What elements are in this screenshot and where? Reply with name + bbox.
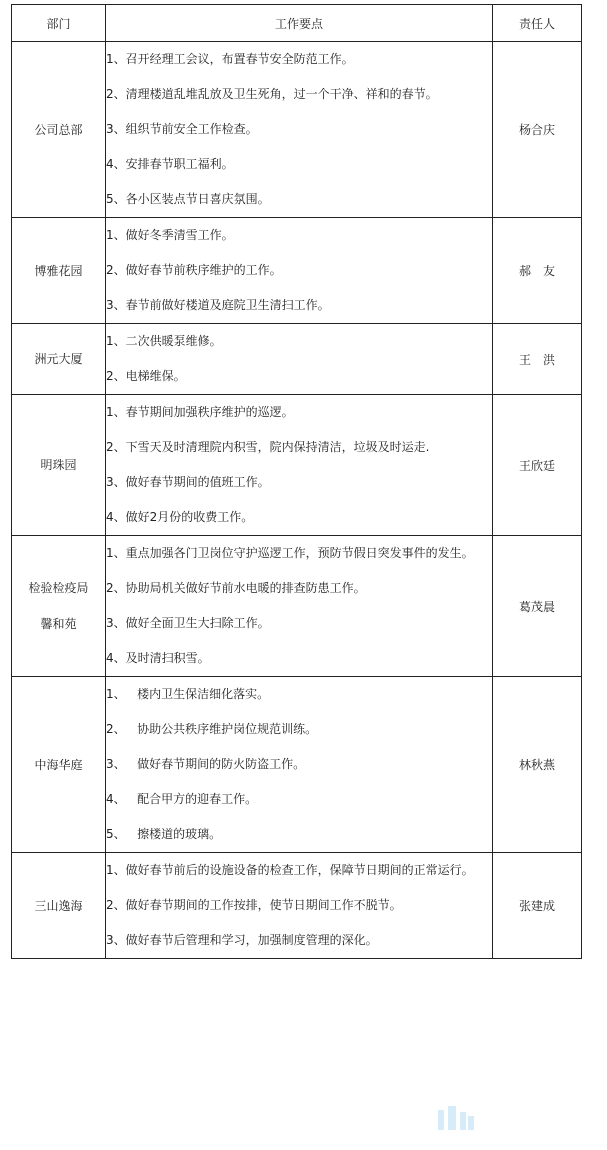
points-cell [106,218,493,324]
point-text: 做好春节期间的工作按排，使节日期间工作不脱节。 [125,898,402,912]
table-row [12,536,582,677]
points-cell [106,853,493,959]
work-point [106,923,492,958]
dept-cell [12,536,106,677]
work-point [106,288,492,323]
work-point [106,77,492,112]
person-cell: 杨合庆 [493,42,582,218]
point-number: 3、 [106,757,138,771]
point-number: 1、 [106,52,126,66]
work-point [106,42,492,77]
dept-name: 洲元大厦 [34,352,83,366]
work-point [106,817,492,852]
work-point [106,606,492,641]
points-cell [106,536,493,677]
points-cell [106,42,493,218]
point-text: 清理楼道乱堆乱放及卫生死角，过一个干净、祥和的春节。 [125,87,438,101]
header-points: 工作要点 [106,5,493,42]
point-number: 3、 [106,475,126,489]
point-number: 2、 [106,440,126,454]
point-number: 3、 [106,616,126,630]
work-point [106,500,492,535]
header-dept: 部门 [12,5,106,42]
dept-cell [12,218,106,324]
point-text: 配合甲方的迎春工作。 [137,792,258,806]
work-point [106,430,492,465]
point-number: 1、 [106,546,126,560]
point-number: 4、 [106,651,126,665]
work-point [106,571,492,606]
point-number: 5、 [106,827,138,841]
point-number: 3、 [106,933,126,947]
point-text: 做好春节期间的值班工作。 [125,475,270,489]
point-number: 4、 [106,157,126,171]
points-cell [106,324,493,395]
dept-name: 博雅花园 [34,263,83,278]
table-row [12,853,582,959]
work-point [106,112,492,147]
point-number: 1、 [106,405,126,419]
work-point [106,536,492,571]
person-cell: 葛茂晨 [493,536,582,677]
work-point [106,253,492,288]
work-point [106,641,492,676]
point-number: 1、 [106,863,126,877]
point-text: 春节前做好楼道及庭院卫生清扫工作。 [125,298,330,312]
point-text: 做好全面卫生大扫除工作。 [125,616,270,630]
header-person: 责任人 [493,5,582,42]
point-text: 召开经理工会议，布置春节安全防范工作。 [125,52,354,66]
person-cell: 王 洪 [493,324,582,395]
point-text: 擦楼道的玻璃。 [137,827,222,841]
point-number: 2、 [106,369,126,383]
work-point [106,218,492,253]
point-number: 3、 [106,122,126,136]
work-point [106,324,492,359]
work-point [106,677,492,712]
point-text: 楼内卫生保洁细化落实。 [137,687,270,701]
point-text: 组织节前安全工作检查。 [125,122,258,136]
person-cell: 郝 友 [493,218,582,324]
dept-cell [12,324,106,395]
points-cell [106,395,493,536]
point-number: 2、 [106,722,138,736]
dept-name: 三山逸海 [34,898,83,913]
point-text: 做好2月份的收费工作。 [125,510,254,524]
person-cell: 王欣廷 [493,395,582,536]
points-cell [106,677,493,853]
point-number: 3、 [106,298,126,312]
point-text: 做好春节前秩序维护的工作。 [125,263,282,277]
work-point [106,747,492,782]
point-text: 协助局机关做好节前水电暖的排查防患工作。 [125,581,366,595]
point-number: 4、 [106,510,126,524]
table-row [12,677,582,853]
point-text: 重点加强各门卫岗位守护巡逻工作，预防节假日突发事件的发生。 [125,546,474,560]
work-point [106,147,492,182]
dept-cell [12,853,106,959]
point-text: 电梯维保。 [125,369,186,383]
point-text: 安排春节职工福利。 [125,157,234,171]
table-row [12,218,582,324]
table-body [12,42,582,959]
dept-cell [12,677,106,853]
point-text: 做好春节期间的防火防盗工作。 [137,757,306,771]
point-number: 2、 [106,263,126,277]
work-point [106,853,492,888]
point-text: 做好春节后管理和学习，加强制度管理的深化。 [125,933,378,947]
person-cell: 林秋燕 [493,677,582,853]
point-number: 2、 [106,581,126,595]
point-text: 各小区装点节日喜庆氛围。 [125,192,270,206]
point-text: 做好冬季清雪工作。 [125,228,234,242]
table-row [12,42,582,218]
point-text: 春节期间加强秩序维护的巡逻。 [125,405,294,419]
work-point [106,359,492,394]
work-point [106,465,492,500]
dept-name: 馨和苑 [40,617,77,631]
point-number: 1、 [106,228,126,242]
point-number: 5、 [106,192,126,206]
work-point [106,712,492,747]
point-number: 1、 [106,334,126,348]
dept-cell [12,395,106,536]
point-text: 及时清扫积雪。 [125,651,210,665]
point-number: 2、 [106,87,126,101]
dept-name: 检验检疫局 [28,581,89,595]
point-number: 1、 [106,687,138,701]
point-number: 4、 [106,792,138,806]
point-text: 协助公共秩序维护岗位规范训练。 [137,722,318,736]
table-row [12,395,582,536]
point-number: 2、 [106,898,126,912]
point-text: 做好春节前后的设施设备的检查工作，保障节日期间的正常运行。 [125,863,474,877]
work-point [106,888,492,923]
work-point [106,395,492,430]
work-point [106,782,492,817]
table-row [12,324,582,395]
point-text: 二次供暖泵维修。 [125,334,222,348]
work-point [106,182,492,217]
work-plan-table [11,4,582,959]
header-row [12,5,582,42]
point-text: 下雪天及时清理院内积雪，院内保持清洁，垃圾及时运走. [125,440,430,454]
dept-name: 明珠园 [40,458,77,472]
watermark-logo-icon [436,1104,476,1132]
person-cell: 张建成 [493,853,582,959]
dept-cell [12,42,106,218]
dept-name: 公司总部 [34,122,83,137]
dept-name: 中海华庭 [34,757,83,772]
